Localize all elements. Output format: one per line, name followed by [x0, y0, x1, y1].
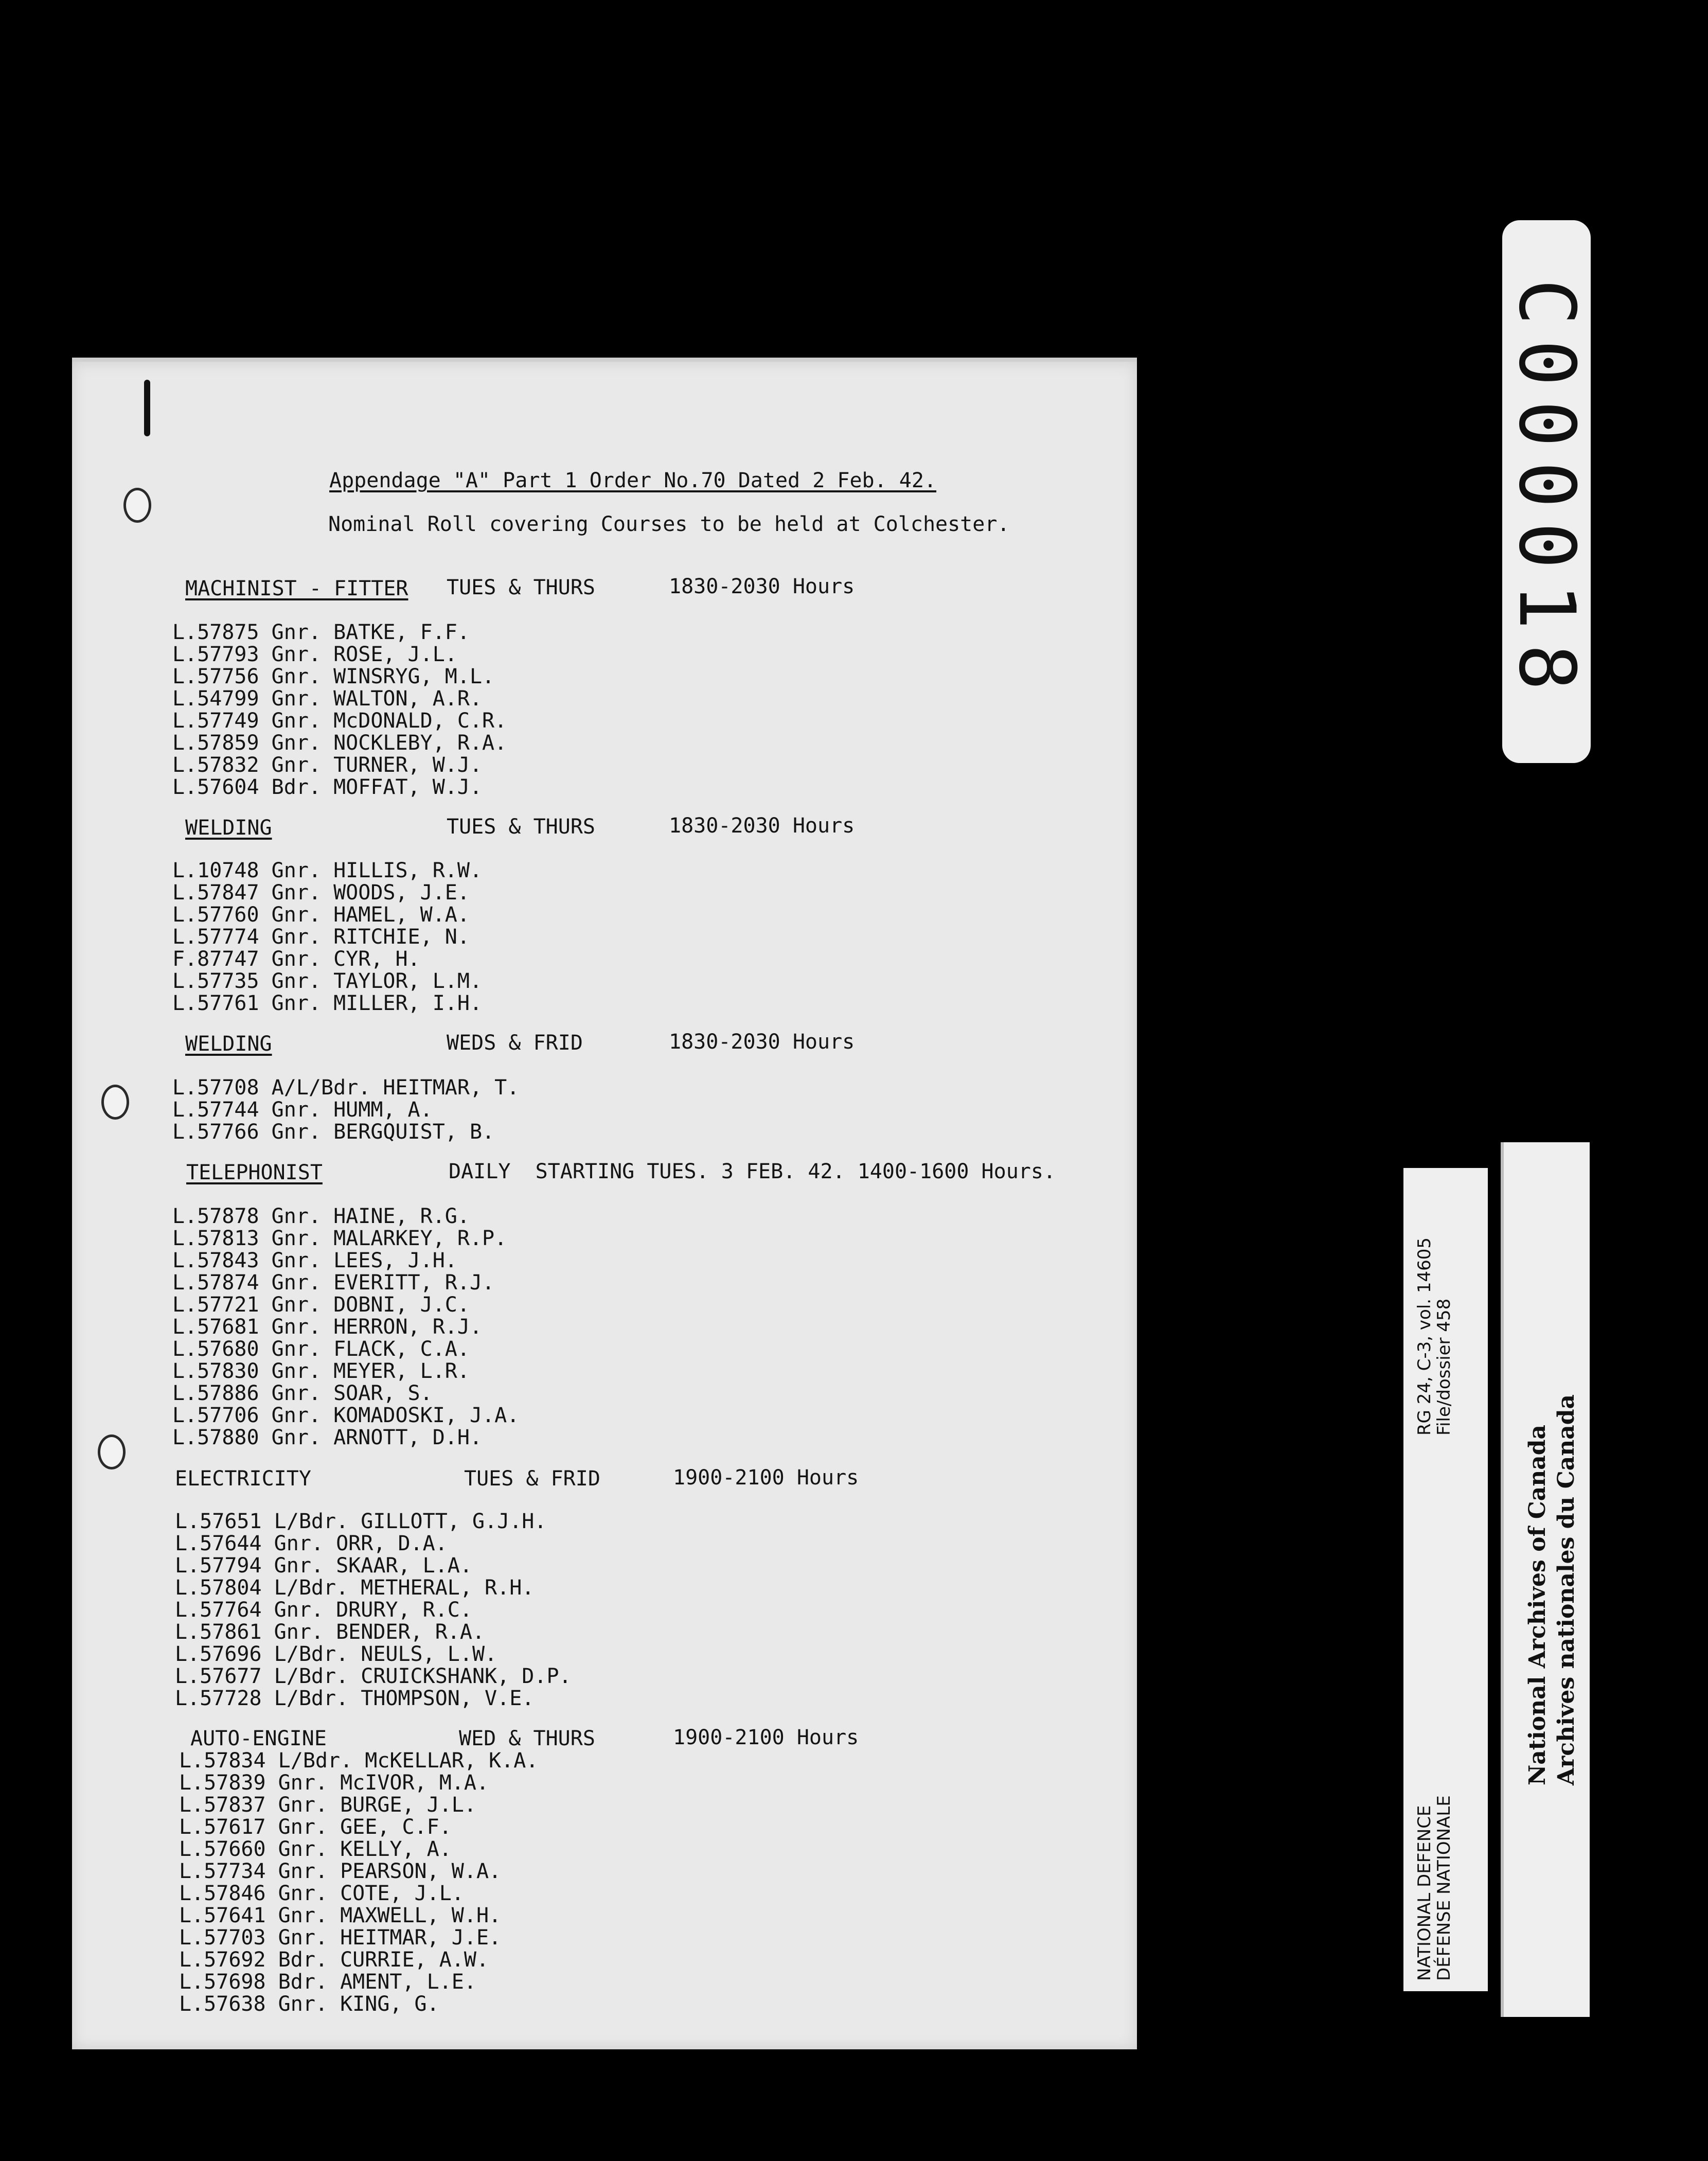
roll-entry: L.57886 Gnr. SOAR, S. — [172, 1381, 433, 1405]
roll-entry: L.57843 Gnr. LEES, J.H. — [172, 1249, 457, 1272]
archives-name-block — [1523, 1394, 1581, 1785]
roll-entry: L.57749 Gnr. McDONALD, C.R. — [172, 709, 507, 733]
roll-entry: L.57651 L/Bdr. GILLOTT, G.J.H. — [175, 1510, 547, 1533]
reference-line-2: File/dossier 458 — [1434, 1298, 1454, 1436]
roll-entry: L.57766 Gnr. BERGQUIST, B. — [172, 1120, 495, 1144]
punch-hole — [101, 1085, 129, 1120]
document-title: Appendage "A" Part 1 Order No.70 Dated 2 Feb. 42. — [329, 469, 937, 492]
section-days: WEDS & FRID — [447, 1031, 583, 1055]
roll-entry: L.54799 Gnr. WALTON, A.R. — [172, 687, 483, 711]
roll-entry: L.57880 Gnr. ARNOTT, D.H. — [172, 1426, 483, 1449]
roll-entry: L.57728 L/Bdr. THOMPSON, V.E. — [175, 1687, 535, 1710]
roll-entry: L.57832 Gnr. TURNER, W.J. — [172, 753, 483, 777]
roll-entry: L.57644 Gnr. ORR, D.A. — [175, 1532, 448, 1555]
roll-entry: L.57794 Gnr. SKAAR, L.A. — [175, 1554, 472, 1578]
roll-entry: L.57760 Gnr. HAMEL, W.A. — [172, 903, 470, 927]
frame-number-strip — [1502, 220, 1591, 763]
department-block — [1415, 1795, 1454, 1981]
frame-number: C000018 — [1502, 278, 1591, 705]
punch-hole — [98, 1434, 126, 1469]
section-days: TUES & FRID — [464, 1467, 600, 1491]
roll-entry: L.57793 Gnr. ROSE, J.L. — [172, 643, 457, 666]
section-days: TUES & THURS — [447, 815, 595, 839]
roll-entry: L.57859 Gnr. NOCKLEBY, R.A. — [172, 731, 507, 755]
section-hours: 1900-2100 Hours — [673, 1466, 859, 1490]
roll-entry: L.57617 Gnr. GEE, C.F. — [179, 1815, 452, 1839]
department-fr: DÉFENSE NATIONALE — [1434, 1795, 1454, 1981]
section-days: DAILY STARTING TUES. 3 FEB. 42. 1400-1600 Hours. — [449, 1160, 1056, 1183]
roll-entry: L.57677 L/Bdr. CRUICKSHANK, D.P. — [175, 1664, 572, 1688]
roll-entry: L.57735 Gnr. TAYLOR, L.M. — [172, 969, 483, 993]
roll-entry: L.57604 Bdr. MOFFAT, W.J. — [172, 775, 483, 799]
archive-reference-label — [1403, 1168, 1488, 1991]
section-hours: 1830-2030 Hours — [669, 814, 855, 838]
archives-fr: Archives nationales du Canada — [1553, 1394, 1579, 1785]
archives-en: National Archives of Canada — [1524, 1424, 1551, 1785]
roll-entry: L.57721 Gnr. DOBNI, J.C. — [172, 1293, 470, 1317]
roll-entry: L.57638 Gnr. KING, G. — [179, 1992, 439, 2016]
department-en: NATIONAL DEFENCE — [1414, 1805, 1435, 1981]
document-subtitle: Nominal Roll covering Courses to be held at Colchester. — [328, 512, 1010, 536]
section-heading: AUTO-ENGINE — [190, 1727, 327, 1750]
roll-entry: L.57698 Bdr. AMENT, L.E. — [179, 1970, 476, 1994]
roll-entry: L.57874 Gnr. EVERITT, R.J. — [172, 1271, 495, 1295]
roll-entry: L.57834 L/Bdr. McKELLAR, K.A. — [179, 1749, 539, 1773]
archives-name-label — [1501, 1142, 1590, 2017]
section-heading: TELEPHONIST — [186, 1161, 323, 1184]
roll-entry: L.57696 L/Bdr. NEULS, L.W. — [175, 1642, 497, 1666]
document-page — [72, 358, 1137, 2049]
roll-entry: L.57861 Gnr. BENDER, R.A. — [175, 1620, 485, 1644]
roll-entry: L.57846 Gnr. COTE, J.L. — [179, 1882, 464, 1905]
section-heading: WELDING — [185, 1032, 272, 1056]
roll-entry: L.57692 Bdr. CURRIE, A.W. — [179, 1948, 489, 1972]
roll-entry: L.57660 Gnr. KELLY, A. — [179, 1837, 452, 1861]
reference-line-1: RG 24, C-3, vol. 14605 — [1414, 1237, 1435, 1436]
roll-entry: L.57708 A/L/Bdr. HEITMAR, T. — [172, 1076, 520, 1100]
roll-entry: L.57761 Gnr. MILLER, I.H. — [172, 991, 483, 1015]
roll-entry: L.57837 Gnr. BURGE, J.L. — [179, 1793, 476, 1817]
roll-entry: L.57878 Gnr. HAINE, R.G. — [172, 1205, 470, 1228]
section-days: TUES & THURS — [447, 576, 595, 599]
punch-hole — [123, 488, 151, 523]
roll-entry: L.57774 Gnr. RITCHIE, N. — [172, 925, 470, 949]
roll-entry: L.57681 Gnr. HERRON, R.J. — [172, 1315, 483, 1339]
section-heading: WELDING — [185, 816, 272, 840]
roll-entry: L.57804 L/Bdr. METHERAL, R.H. — [175, 1576, 535, 1600]
roll-entry: L.57847 Gnr. WOODS, J.E. — [172, 881, 470, 905]
section-heading: MACHINIST - FITTER — [185, 577, 408, 600]
roll-entry: L.57744 Gnr. HUMM, A. — [172, 1098, 433, 1122]
roll-entry: L.57813 Gnr. MALARKEY, R.P. — [172, 1227, 507, 1250]
section-hours: 1830-2030 Hours — [669, 575, 855, 598]
roll-entry: L.57764 Gnr. DRURY, R.C. — [175, 1598, 472, 1622]
roll-entry: L.57706 Gnr. KOMADOSKI, J.A. — [172, 1404, 520, 1427]
roll-entry: L.10748 Gnr. HILLIS, R.W. — [172, 859, 483, 882]
section-hours: 1830-2030 Hours — [669, 1030, 855, 1054]
reference-block — [1415, 1237, 1454, 1436]
roll-entry: L.57756 Gnr. WINSRYG, M.L. — [172, 665, 495, 688]
section-hours: 1900-2100 Hours — [673, 1726, 859, 1749]
paper-tear-mark — [144, 380, 150, 436]
roll-entry: F.87747 Gnr. CYR, H. — [172, 947, 420, 971]
roll-entry: L.57875 Gnr. BATKE, F.F. — [172, 621, 470, 644]
roll-entry: L.57734 Gnr. PEARSON, W.A. — [179, 1859, 502, 1883]
section-heading: ELECTRICITY — [175, 1467, 311, 1491]
roll-entry: L.57830 Gnr. MEYER, L.R. — [172, 1359, 470, 1383]
roll-entry: L.57839 Gnr. McIVOR, M.A. — [179, 1771, 489, 1795]
roll-entry: L.57641 Gnr. MAXWELL, W.H. — [179, 1904, 502, 1927]
section-days: WED & THURS — [459, 1727, 595, 1750]
roll-entry: L.57703 Gnr. HEITMAR, J.E. — [179, 1926, 502, 1950]
roll-entry: L.57680 Gnr. FLACK, C.A. — [172, 1337, 470, 1361]
